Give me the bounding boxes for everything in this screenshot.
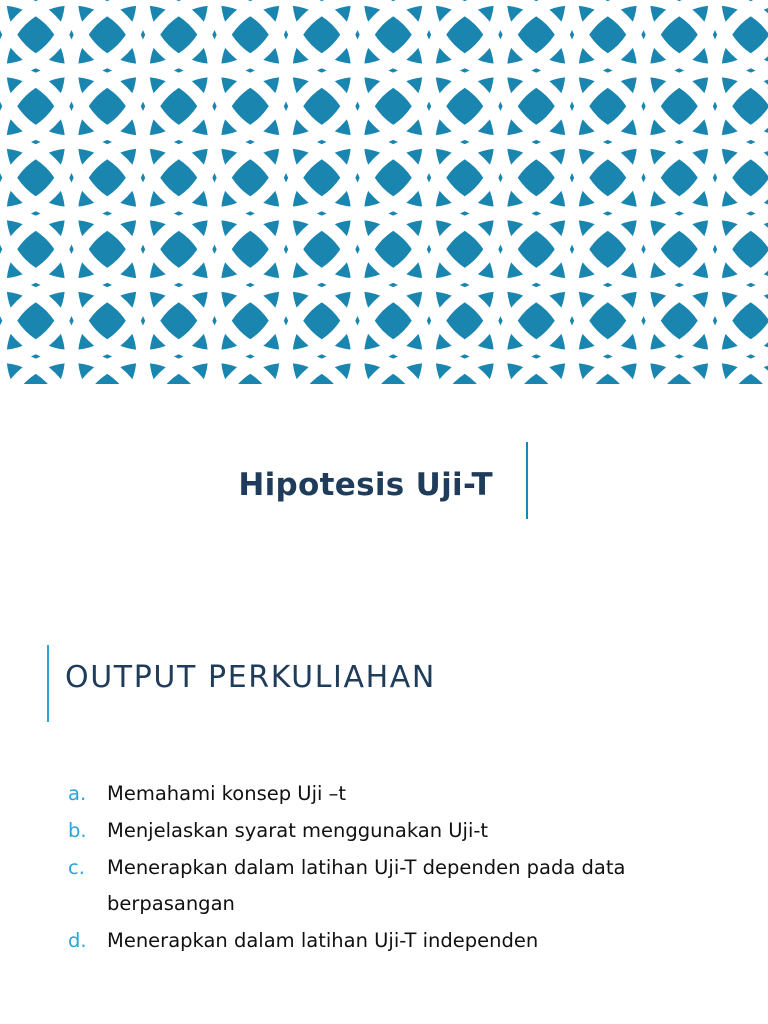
list-item [0, 850, 687, 922]
learning-outcomes-list [0, 776, 768, 960]
list-item [0, 776, 687, 812]
list-item-text: Menerapkan dalam latihan Uji-T independen [107, 929, 539, 952]
pattern-banner [0, 0, 768, 384]
list-item [0, 813, 687, 849]
list-item-text: Menerapkan dalam latihan Uji-T dependen pada data berpasangan [107, 856, 626, 915]
list-marker: d. [68, 929, 87, 952]
list-marker: c. [68, 856, 85, 879]
title-accent-rule [526, 442, 528, 519]
list-item-text: Memahami konsep Uji –t [107, 782, 347, 805]
slide-title: Hipotesis Uji-T [238, 467, 493, 503]
list-marker: a. [68, 782, 87, 805]
list-marker: b. [68, 819, 87, 842]
section-title: OUTPUT PERKULIAHAN [65, 660, 436, 695]
list-item [0, 923, 687, 959]
title-slide [0, 384, 768, 590]
list-item-text: Menjelaskan syarat menggunakan Uji-t [107, 819, 489, 842]
circle-pattern-image [0, 0, 768, 384]
section-accent-rule [47, 645, 49, 722]
